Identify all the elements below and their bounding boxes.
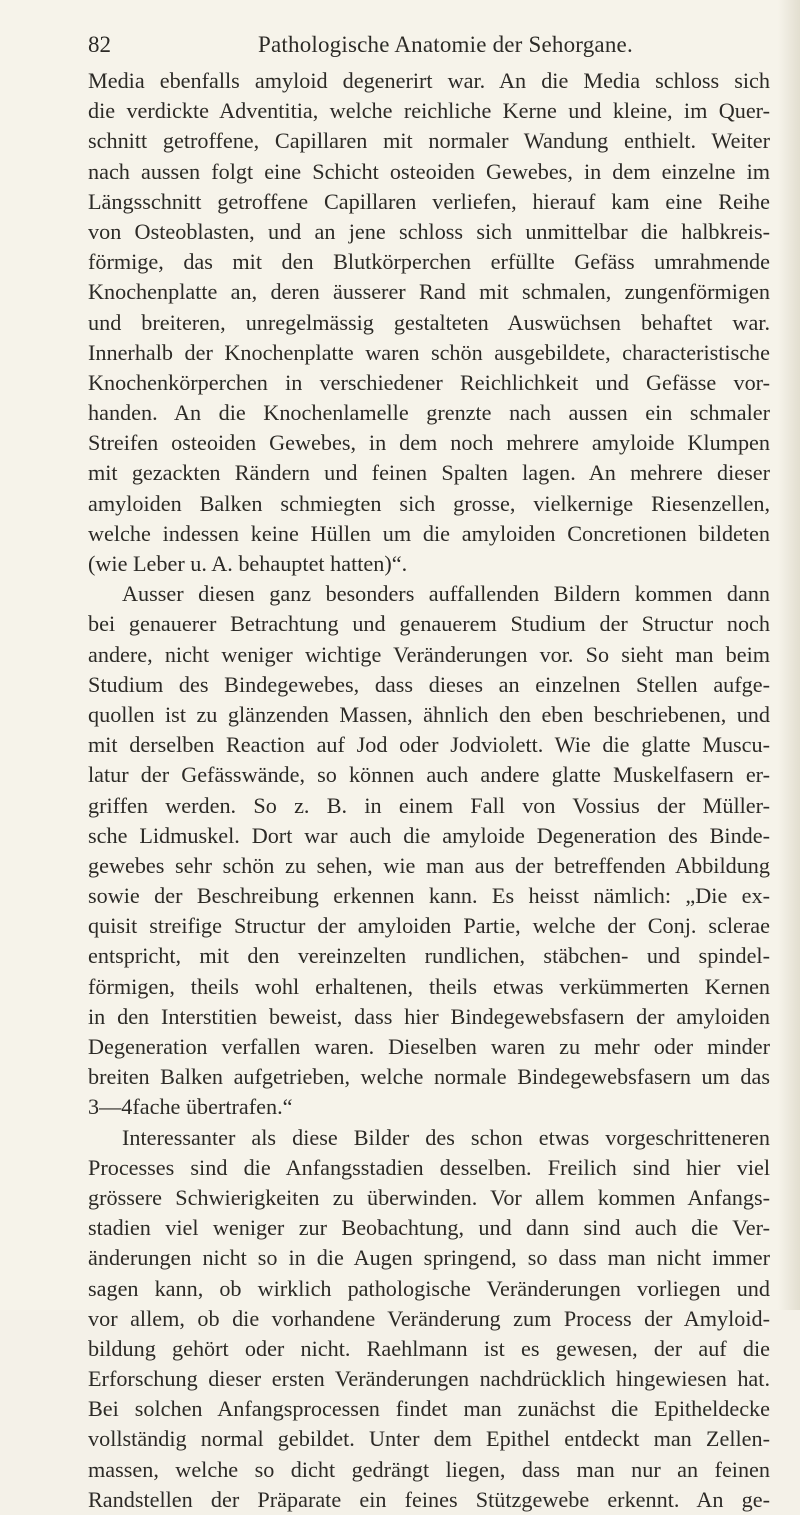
- text-line: mit gezackten Rändern und feinen Spalten lagen. An mehrere dieser: [88, 460, 770, 486]
- text-line: und breiteren, unregelmässig gestalteten Auswüchsen behaftet war.: [88, 309, 770, 335]
- page-number: 82: [88, 32, 111, 57]
- text-line: Degeneration verfallen waren. Dieselben waren zu mehr oder minder: [88, 1034, 770, 1059]
- text-line: Studium des Bindegewebes, dass dieses an einzelnen Stellen aufge-: [88, 671, 770, 697]
- text-line: bei genauerer Betrachtung und genauerem Studium der Structur noch: [88, 611, 770, 637]
- text-line: handen. An die Knochenlamelle grenzte nach aussen ein schmaler: [88, 400, 770, 426]
- text-line: Processes sind die Anfangsstadien desselben. Freilich sind hier viel: [88, 1154, 770, 1180]
- text-line: latur der Gefässwände, so können auch andere glatte Muskelfasern er-: [88, 762, 770, 788]
- text-line: bildung gehört oder nicht. Raehlmann ist es gewesen, der auf die: [88, 1335, 770, 1361]
- text-line: massen, welche so dicht gedrängt liegen, dass man nur an feinen: [88, 1456, 770, 1482]
- paragraph-end-line: 3—4fache übertrafen.“: [88, 1094, 293, 1120]
- text-line: breiten Balken aufgetrieben, welche normale Bindegewebsfasern um das: [88, 1064, 770, 1090]
- text-line: vor allem, ob die vorhandene Veränderung zum Process der Amyloid-: [88, 1305, 770, 1331]
- body-text: [88, 66, 770, 1515]
- text-line: Randstellen der Präparate ein feines Stützgewebe erkennt. An ge-: [88, 1486, 770, 1512]
- text-line: welche indessen keine Hüllen um die amyloiden Concretionen bildeten: [88, 520, 770, 546]
- text-line: amyloiden Balken schmiegten sich grosse, vielkernige Riesenzellen,: [88, 490, 770, 516]
- text-line: gewebes sehr schön zu sehen, wie man aus der betreffenden Abbildung: [88, 852, 770, 878]
- paragraph-start-line: Ausser diesen ganz besonders auffallenden Bildern kommen dann: [122, 581, 770, 607]
- paragraph-end-line: (wie Leber u. A. behauptet hatten)“.: [88, 551, 408, 576]
- text-line: Erforschung dieser ersten Veränderungen nachdrücklich hingewiesen hat.: [88, 1366, 770, 1392]
- text-line: Media ebenfalls amyloid degenerirt war. An die Media schloss sich: [88, 68, 770, 93]
- text-line: quollen ist zu glänzenden Massen, ähnlich den eben beschriebenen, und: [88, 701, 770, 727]
- page-edge-shadow: [778, 0, 800, 1310]
- text-line: sowie der Beschreibung erkennen kann. Es heisst nämlich: „Die ex-: [88, 883, 770, 909]
- text-line: vollständig normal gebildet. Unter dem Epithel entdeckt man Zellen-: [88, 1426, 770, 1452]
- text-line: stadien viel weniger zur Beobachtung, und dann sind auch die Ver-: [88, 1215, 770, 1241]
- text-line: grössere Schwierigkeiten zu überwinden. Vor allem kommen Anfangs-: [88, 1184, 770, 1210]
- text-line: die verdickte Adventitia, welche reichliche Kerne und kleine, im Quer-: [88, 98, 770, 124]
- text-line: förmigen, theils wohl erhaltenen, theils etwas verkümmerten Kernen: [88, 973, 770, 999]
- text-line: Knochenkörperchen in verschiedener Reichlichkeit und Gefässe vor-: [88, 369, 770, 395]
- text-line: förmige, das mit den Blutkörperchen erfüllte Gefäss umrahmende: [88, 249, 770, 275]
- text-line: entspricht, mit den vereinzelten rundlichen, stäbchen- und spindel-: [88, 943, 770, 969]
- text-line: von Osteoblasten, und an jene schloss sich unmittelbar die halbkreis-: [88, 218, 770, 244]
- text-line: griffen werden. So z. B. in einem Fall von Vossius der Müller-: [88, 792, 770, 818]
- running-head: [88, 28, 778, 62]
- text-line: Knochenplatte an, deren äusserer Rand mit schmalen, zungenförmigen: [88, 279, 770, 305]
- text-line: nach aussen folgt eine Schicht osteoiden Gewebes, in dem einzelne im: [88, 158, 770, 184]
- text-line: in den Interstitien beweist, dass hier Bindegewebsfasern der amyloiden: [88, 1003, 770, 1029]
- text-line: änderungen nicht so in die Augen springend, so dass man nicht immer: [88, 1245, 770, 1271]
- text-line: sagen kann, ob wirklich pathologische Veränderungen vorliegen und: [88, 1275, 770, 1301]
- text-line: Innerhalb der Knochenplatte waren schön ausgebildete, characteristische: [88, 339, 770, 365]
- text-line: Streifen osteoiden Gewebes, in dem noch mehrere amyloide Klumpen: [88, 430, 770, 456]
- paragraph-start-line: Interessanter als diese Bilder des schon etwas vorgeschritteneren: [122, 1124, 770, 1150]
- text-line: Bei solchen Anfangsprocessen findet man zunächst die Epitheldecke: [88, 1396, 770, 1422]
- page-header-title: Pathologische Anatomie der Sehorgane.: [258, 32, 633, 57]
- text-line: Längsschnitt getroffene Capillaren verliefen, hierauf kam eine Reihe: [88, 188, 770, 214]
- text-line: schnitt getroffene, Capillaren mit normaler Wandung enthielt. Weiter: [88, 128, 770, 154]
- text-line: quisit streifige Structur der amyloiden Partie, welche der Conj. sclerae: [88, 913, 770, 939]
- text-line: sche Lidmuskel. Dort war auch die amyloide Degeneration des Binde-: [88, 822, 770, 848]
- text-line: andere, nicht weniger wichtige Veränderungen vor. So sieht man beim: [88, 641, 770, 667]
- text-line: mit derselben Reaction auf Jod oder Jodviolett. Wie die glatte Muscu-: [88, 732, 770, 758]
